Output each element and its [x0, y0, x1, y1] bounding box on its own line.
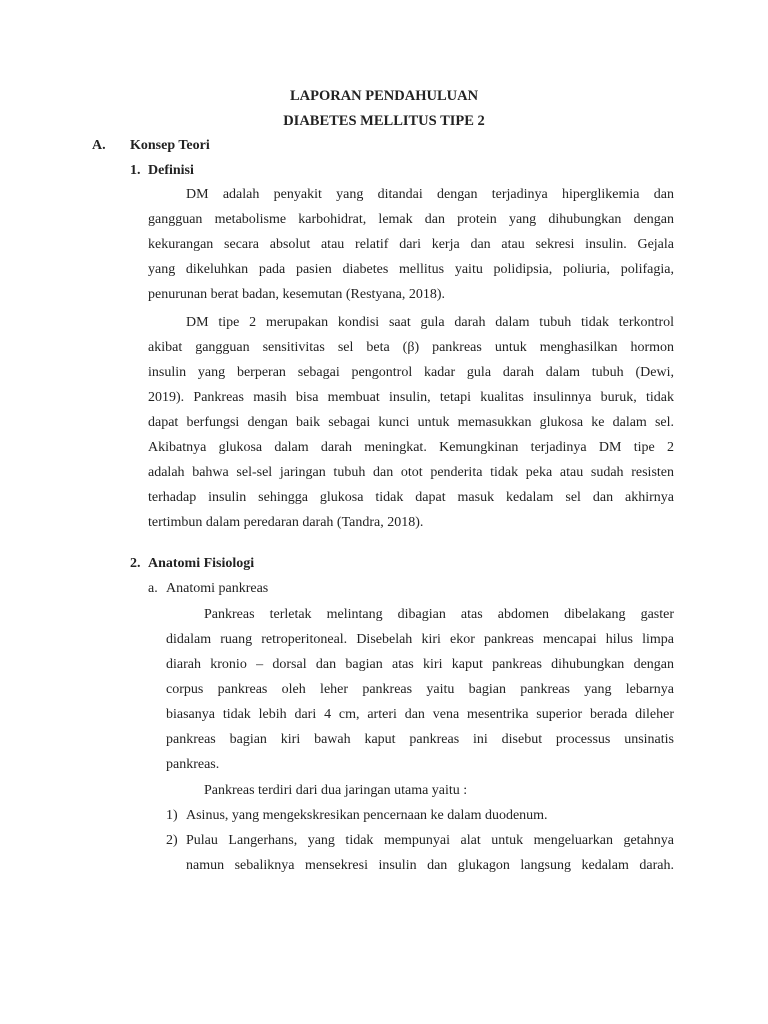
- list-item-2-line1: Pulau Langerhans, yang tidak mempunyai alat untuk mengeluarkan getahnya: [186, 833, 674, 848]
- anat-p1-line: pankreas.: [166, 757, 220, 772]
- doc-title-line2: DIABETES MELLITUS TIPE 2: [283, 113, 485, 129]
- anat-p1-line: Pankreas terletak melintang dibagian atas abdomen dibelakang gaster: [204, 607, 674, 622]
- anat-p1-line: didalam ruang retroperitoneal. Disebelah kiri ekor pankreas mencapai hilus limpa: [166, 632, 674, 647]
- anat-p1-line: biasanya tidak lebih dari 4 cm, arteri dan vena mesentrika superior berada dileher: [166, 707, 674, 722]
- def-p1-line: kekurangan secara absolut atau relatif dari kerja dan atau sekresi insulin. Gejala: [148, 237, 674, 252]
- def-p2-line: dapat berfungsi dengan baik sebagai kunci untuk memasukkan glukosa ke dalam sel.: [148, 415, 674, 430]
- list-item-2-marker: 2): [166, 833, 178, 848]
- def-p1-line: penurunan berat badan, kesemutan (Restyana, 2018).: [148, 287, 446, 302]
- def-p2-line: akibat gangguan sensitivitas sel beta (β) pankreas untuk menghasilkan hormon: [148, 340, 674, 355]
- list-item-1: Asinus, yang mengekskresikan pencernaan ke dalam duodenum.: [186, 808, 548, 823]
- section-a-heading: Konsep Teori: [130, 138, 210, 153]
- def-p1-line: gangguan metabolisme karbohidrat, lemak dan protein yang dihubungkan dengan: [148, 212, 674, 227]
- def-p1-line: DM adalah penyakit yang ditandai dengan terjadinya hiperglikemia dan: [186, 187, 674, 202]
- sub2-heading: Anatomi Fisiologi: [148, 556, 255, 571]
- anat-p1-line: pankreas bagian kiri bawah kaput pankreas ini disebut processus unsinatis: [166, 732, 674, 747]
- sub-a-marker: a.: [148, 581, 158, 596]
- def-p2-line: Akibatnya glukosa dalam darah meningkat. Kemungkinan terjadinya DM tipe 2: [148, 440, 674, 455]
- list-item-1-marker: 1): [166, 808, 178, 823]
- doc-title-line1: LAPORAN PENDAHULUAN: [289, 88, 479, 104]
- def-p2-line: insulin yang berperan sebagai pengontrol kadar gula darah dalam tubuh (Dewi,: [148, 365, 674, 380]
- def-p2-line: 2019). Pankreas masih bisa membuat insulin, tetapi kualitas insulinnya buruk, tidak: [148, 390, 674, 405]
- def-p1-line: yang dikeluhkan pada pasien diabetes mellitus yaitu polidipsia, poliuria, polifagia,: [148, 262, 674, 277]
- def-p2-line: DM tipe 2 merupakan kondisi saat gula darah dalam tubuh tidak terkontrol: [186, 315, 674, 330]
- sub2-marker: 2.: [130, 556, 141, 571]
- def-p2-line: adalah bahwa sel-sel jaringan tubuh dan otot penderita tidak peka atau sudah resisten: [148, 465, 674, 480]
- def-p2-line: terhadap insulin sehingga glukosa tidak dapat masuk kedalam sel dan akhirnya: [148, 490, 674, 505]
- sub-a-heading: Anatomi pankreas: [166, 581, 269, 596]
- sub1-marker: 1.: [130, 163, 141, 178]
- anat-p1-line: diarah kronio – dorsal dan bagian atas kiri kaput pankreas dihubungkan dengan: [166, 657, 674, 672]
- anat-p1-line: corpus pankreas oleh leher pankreas yaitu bagian pankreas yang lebarnya: [166, 682, 674, 697]
- anat-p2: Pankreas terdiri dari dua jaringan utama yaitu :: [204, 783, 468, 798]
- sub1-heading: Definisi: [148, 163, 194, 178]
- list-item-2-line2: namun sebaliknya mensekresi insulin dan glukagon langsung kedalam darah.: [186, 858, 674, 873]
- section-a-marker: A.: [92, 138, 106, 153]
- def-p2-line: tertimbun dalam peredaran darah (Tandra, 2018).: [148, 515, 424, 530]
